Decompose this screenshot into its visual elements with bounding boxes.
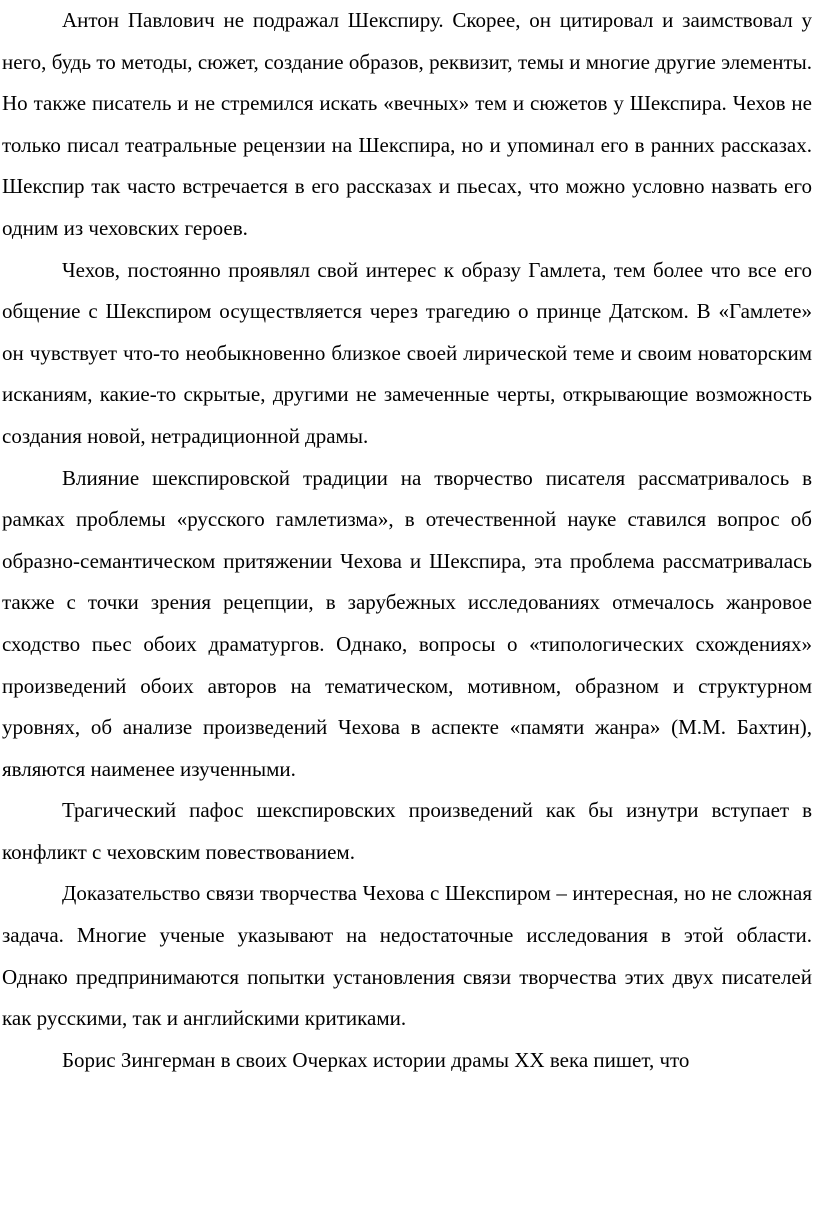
paragraph-2: Чехов, постоянно проявлял свой интерес к образу Гамлета, тем более что все его общение с Шекспиром осуществляется через трагедию о принце Датском. В «Гамлете» он чувствует что-то необыкновенно близкое своей лирической теме и своим новаторским исканиям, какие-то скрытые, другими не замеченные черты, открывающие возможность создания новой, нетрадиционной драмы.	[2, 257, 812, 448]
paragraph-5: Доказательство связи творчества Чехова с Шекспиром – интересная, но не сложная задача. Многие ученые указывают на недостаточные исследования в этой области. Однако предпринимаются попытки установления связи творчества этих двух писателей как русскими, так и английскими критиками.	[2, 881, 812, 1031]
paragraph-6: Борис Зингерман в своих Очерках истории драмы XX века пишет, что	[62, 1047, 690, 1072]
paragraph-4: Трагический пафос шекспировских произведений как бы изнутри вступает в конфликт с чеховским повествованием.	[2, 798, 812, 864]
paragraph-1: Антон Павлович не подражал Шекспиру. Скорее, он цитировал и заимствовал у него, будь то методы, сюжет, создание образов, реквизит, темы и многие другие элементы. Но также писатель и не стремился искать «вечных» тем и сюжетов у Шекспира. Чехов не только писал театральные рецензии на Шекспира, но и упоминал его в ранних рассказах. Шекспир так часто встречается в его рассказах и пьесах, что можно условно назвать его одним из чеховских героев.	[2, 8, 812, 240]
document-body	[2, 0, 812, 1081]
paragraph-3: Влияние шекспировской традиции на творчество писателя рассматривалось в рамках проблемы «русского гамлетизма», в отечественной науке ставился вопрос об образно-семантическом притяжении Чехова и Шекспира, эта проблема рассматривалась также с точки зрения рецепции, в зарубежных исследованиях отмечалось жанровое сходство пьес обоих драматургов. Однако, вопросы о «типологических схождениях» произведений обоих авторов на тематическом, мотивном, образном и структурном уровнях, об анализе произведений Чехова в аспекте «памяти жанра» (М.М. Бахтин), являются наименее изученными.	[2, 465, 812, 781]
